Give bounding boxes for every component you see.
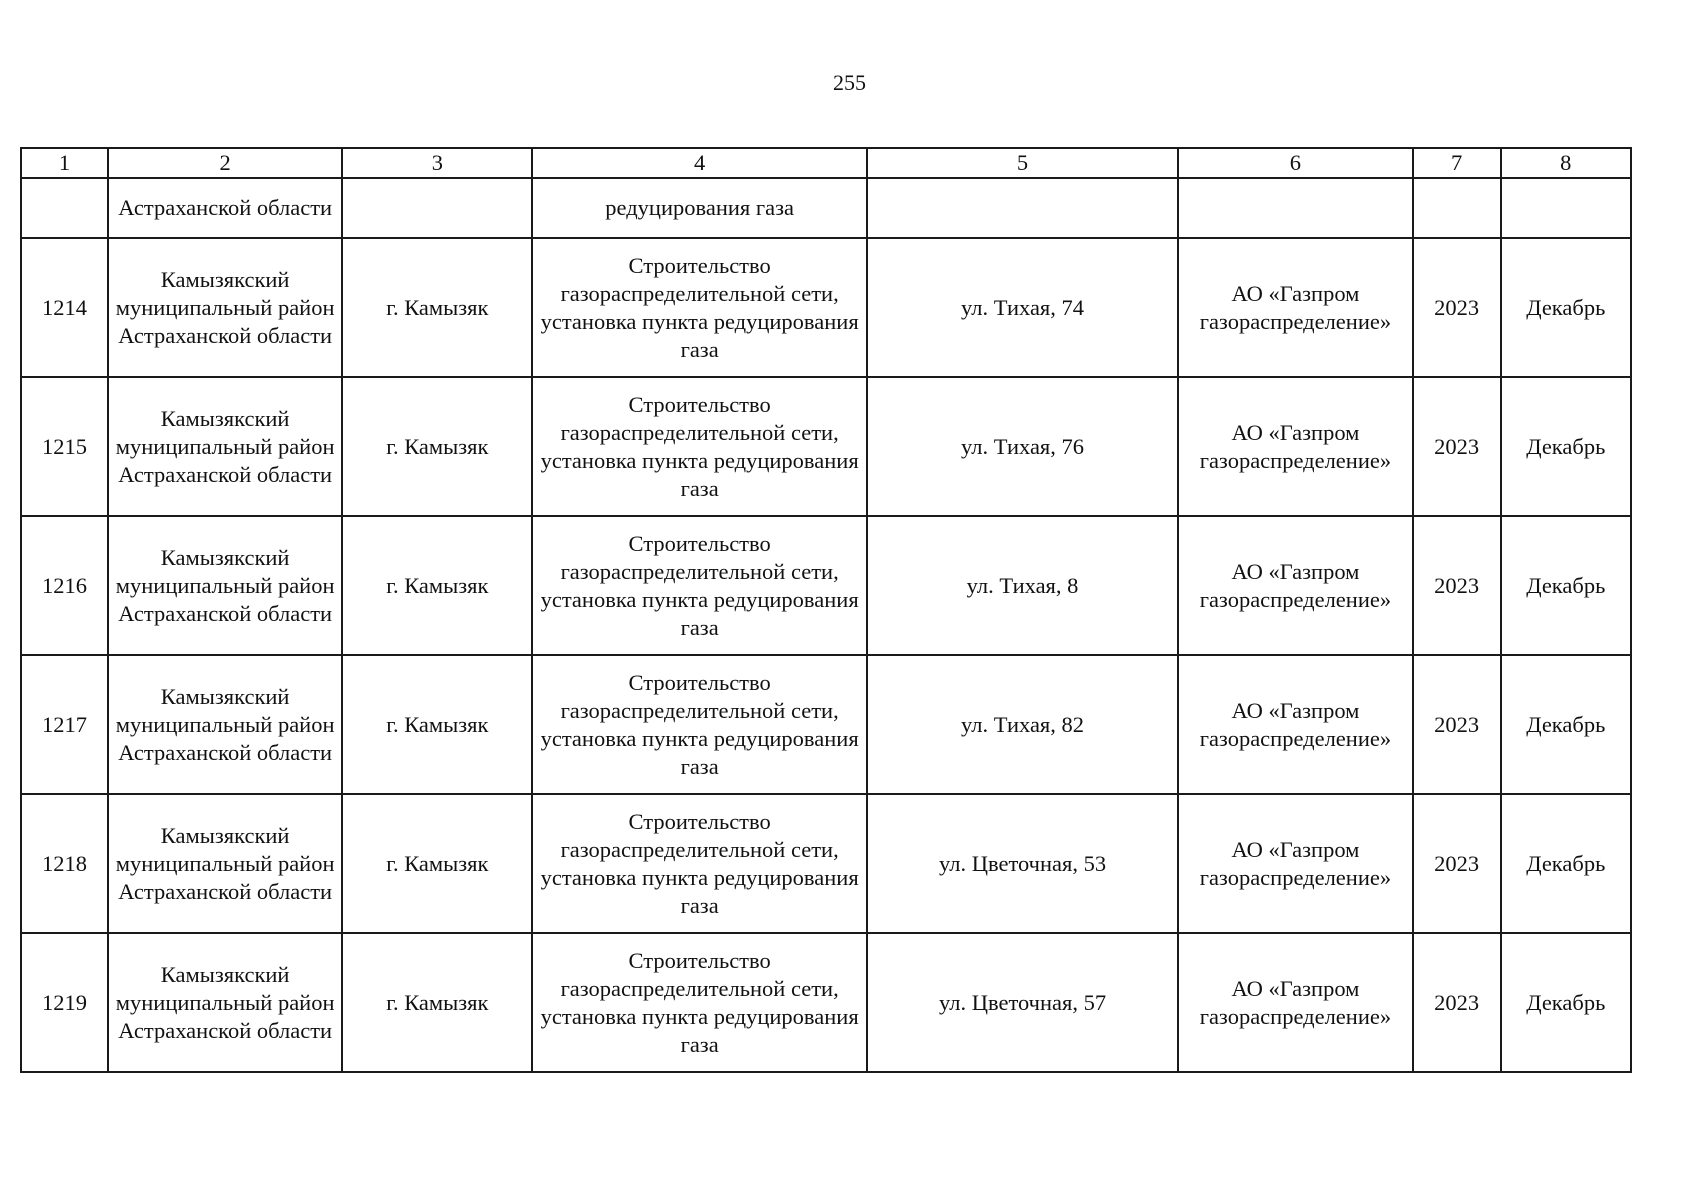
work-cell: Строительство газораспределительной сети, установка пункта редуцирования газа (532, 933, 867, 1072)
row-number-cell: 1215 (21, 377, 108, 516)
row-number-cell: 1214 (21, 238, 108, 377)
organization-cell: АО «Газпром газораспределение» (1178, 933, 1412, 1072)
continuation-cell (1413, 178, 1501, 238)
continuation-row (21, 178, 1631, 238)
month-cell: Декабрь (1501, 377, 1631, 516)
year-cell: 2023 (1413, 794, 1501, 933)
column-number-header: 6 (1178, 148, 1412, 178)
organization-cell: АО «Газпром газораспределение» (1178, 238, 1412, 377)
district-cell: Камызякский муниципальный район Астраханской области (108, 933, 342, 1072)
column-number-header: 7 (1413, 148, 1501, 178)
district-cell: Камызякский муниципальный район Астраханской области (108, 655, 342, 794)
row-number-cell: 1216 (21, 516, 108, 655)
row-number-cell: 1219 (21, 933, 108, 1072)
district-cell: Камызякский муниципальный район Астраханской области (108, 516, 342, 655)
column-number-header: 8 (1501, 148, 1631, 178)
page-number: 255 (833, 70, 866, 95)
continuation-cell (1178, 178, 1412, 238)
column-number-header: 5 (867, 148, 1178, 178)
column-number-header: 1 (21, 148, 108, 178)
month-cell: Декабрь (1501, 516, 1631, 655)
address-cell: ул. Тихая, 8 (867, 516, 1178, 655)
continuation-cell (342, 178, 532, 238)
address-cell: ул. Цветочная, 57 (867, 933, 1178, 1072)
settlement-cell: г. Камызяк (342, 655, 532, 794)
gas-network-table (20, 147, 1632, 1073)
district-cell: Камызякский муниципальный район Астраханской области (108, 794, 342, 933)
organization-cell: АО «Газпром газораспределение» (1178, 655, 1412, 794)
work-cell: Строительство газораспределительной сети, установка пункта редуцирования газа (532, 238, 867, 377)
table-row (21, 238, 1631, 377)
table-row (21, 655, 1631, 794)
table-row (21, 377, 1631, 516)
row-number-cell: 1217 (21, 655, 108, 794)
work-cell: Строительство газораспределительной сети, установка пункта редуцирования газа (532, 655, 867, 794)
column-number-header: 4 (532, 148, 867, 178)
month-cell: Декабрь (1501, 933, 1631, 1072)
organization-cell: АО «Газпром газораспределение» (1178, 516, 1412, 655)
month-cell: Декабрь (1501, 655, 1631, 794)
column-number-header: 3 (342, 148, 532, 178)
continuation-work-cell: редуцирования газа (532, 178, 867, 238)
organization-cell: АО «Газпром газораспределение» (1178, 377, 1412, 516)
address-cell: ул. Цветочная, 53 (867, 794, 1178, 933)
continuation-cell (21, 178, 108, 238)
work-cell: Строительство газораспределительной сети, установка пункта редуцирования газа (532, 516, 867, 655)
year-cell: 2023 (1413, 655, 1501, 794)
table-row (21, 516, 1631, 655)
year-cell: 2023 (1413, 377, 1501, 516)
year-cell: 2023 (1413, 238, 1501, 377)
address-cell: ул. Тихая, 82 (867, 655, 1178, 794)
settlement-cell: г. Камызяк (342, 794, 532, 933)
column-number-header: 2 (108, 148, 342, 178)
table-row (21, 794, 1631, 933)
continuation-cell (867, 178, 1178, 238)
district-cell: Камызякский муниципальный район Астраханской области (108, 377, 342, 516)
address-cell: ул. Тихая, 76 (867, 377, 1178, 516)
settlement-cell: г. Камызяк (342, 516, 532, 655)
settlement-cell: г. Камызяк (342, 238, 532, 377)
work-cell: Строительство газораспределительной сети, установка пункта редуцирования газа (532, 377, 867, 516)
column-number-row (21, 148, 1631, 178)
continuation-cell (1501, 178, 1631, 238)
settlement-cell: г. Камызяк (342, 377, 532, 516)
settlement-cell: г. Камызяк (342, 933, 532, 1072)
row-number-cell: 1218 (21, 794, 108, 933)
address-cell: ул. Тихая, 74 (867, 238, 1178, 377)
district-cell: Камызякский муниципальный район Астраханской области (108, 238, 342, 377)
table-row (21, 933, 1631, 1072)
month-cell: Декабрь (1501, 238, 1631, 377)
year-cell: 2023 (1413, 933, 1501, 1072)
year-cell: 2023 (1413, 516, 1501, 655)
continuation-district-cell: Астраханской области (108, 178, 342, 238)
month-cell: Декабрь (1501, 794, 1631, 933)
organization-cell: АО «Газпром газораспределение» (1178, 794, 1412, 933)
work-cell: Строительство газораспределительной сети, установка пункта редуцирования газа (532, 794, 867, 933)
